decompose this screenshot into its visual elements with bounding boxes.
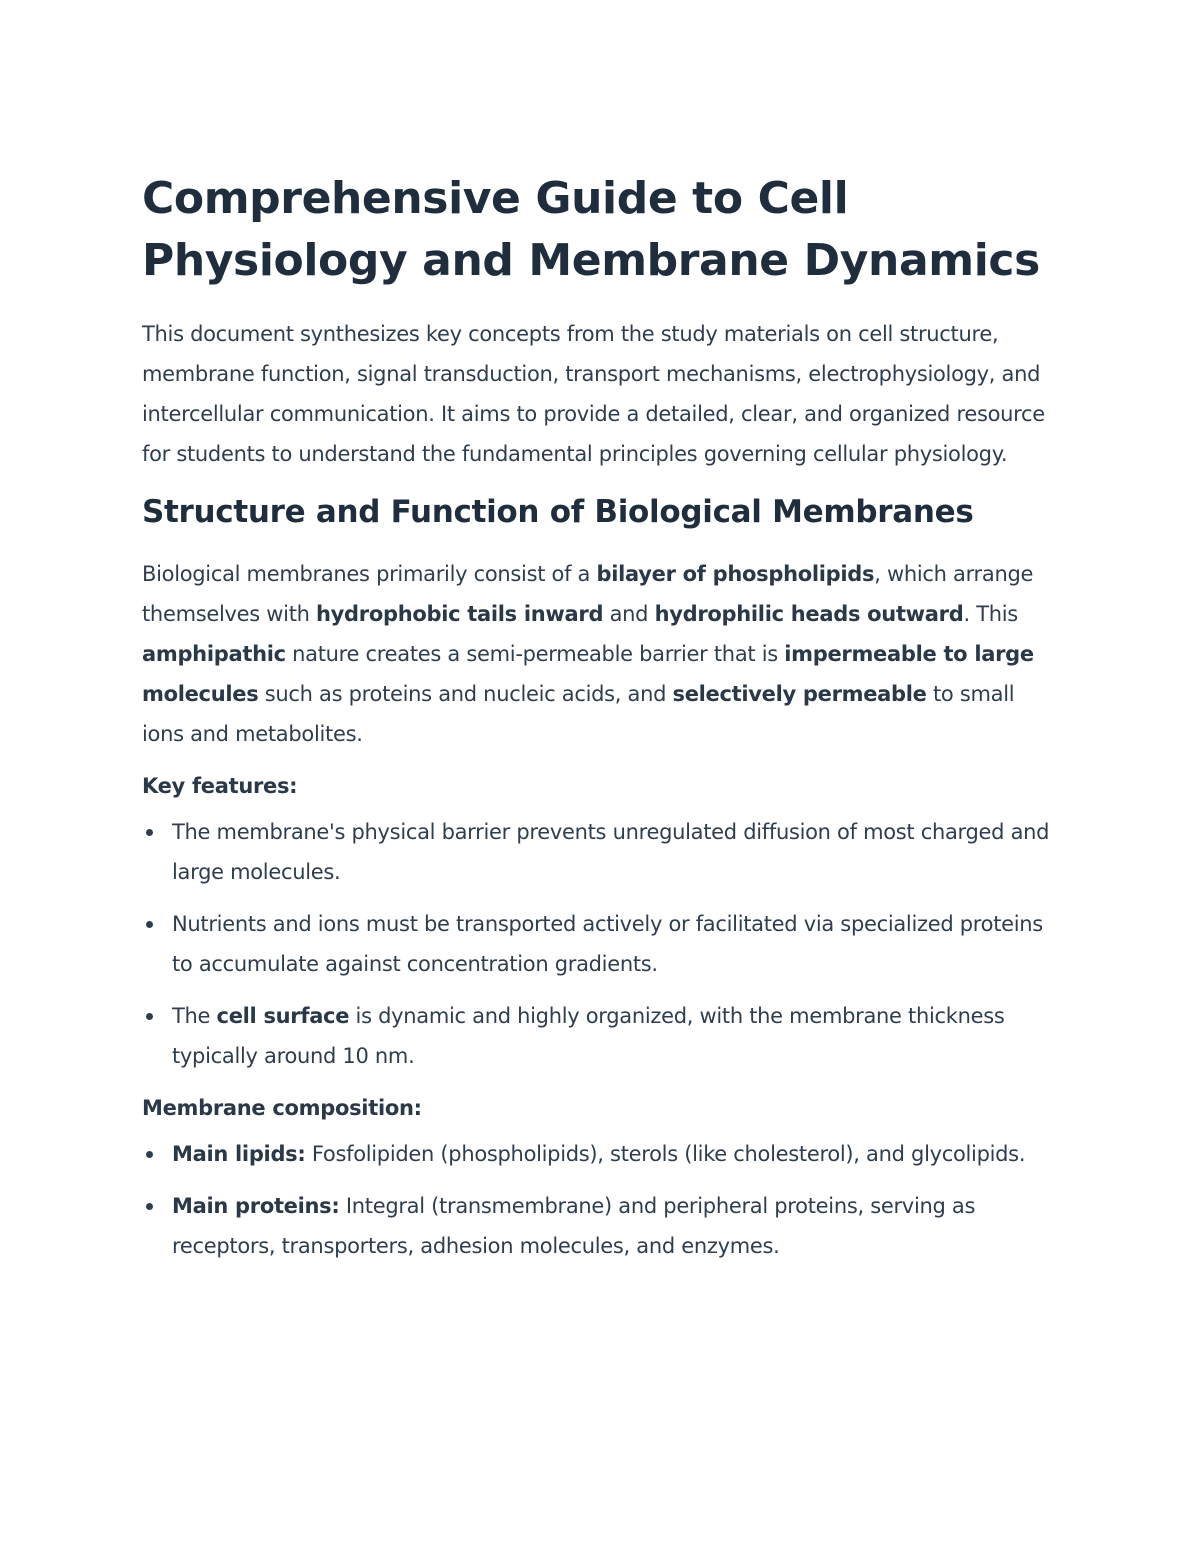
text-run: . This xyxy=(963,602,1018,626)
bold-term: cell surface xyxy=(216,1004,350,1028)
bullet-icon xyxy=(146,1151,153,1158)
list-item-text: is dynamic and highly organized, with the membrane thickness typically around 10 nm. xyxy=(172,1004,1005,1068)
text-run: and xyxy=(603,602,655,626)
composition-label: Membrane composition: xyxy=(142,1096,422,1120)
bold-term: hydrophilic heads outward xyxy=(654,602,964,626)
list-item-label: Main proteins: xyxy=(172,1194,340,1218)
list-item xyxy=(142,1134,1062,1174)
text-run: such as proteins and nucleic acids, and xyxy=(258,682,673,706)
bold-term: impermeable to large molecules xyxy=(142,642,1034,706)
list-item xyxy=(142,1186,1062,1266)
section-heading: Structure and Function of Biological Membranes xyxy=(142,494,974,530)
bold-term: selectively permeable xyxy=(672,682,927,706)
bold-term: bilayer of phospholipids xyxy=(596,562,875,586)
bullet-icon xyxy=(146,829,153,836)
text-run: , which arrange themselves with xyxy=(142,562,1034,626)
document-page xyxy=(142,168,1062,1278)
bold-term: hydrophobic tails inward xyxy=(316,602,604,626)
bullet-icon xyxy=(146,1203,153,1210)
intro-paragraph: This document synthesizes key concepts from the study materials on cell structure, membrane function, signal transduction, transport mechanisms, electrophysiology, and intercellular communication. It aims to provide a detailed, clear, and organized resource for students to understand the fundamental principles governing cellular physiology. xyxy=(142,322,1045,466)
list-item-text: Nutrients and ions must be transported actively or facilitated via specialized proteins to accumulate against concentration gradients. xyxy=(172,912,1043,976)
list-item xyxy=(142,904,1062,984)
list-item-text: Integral (transmembrane) and peripheral proteins, serving as receptors, transporters, adhesion molecules, and enzymes. xyxy=(172,1194,976,1258)
list-item xyxy=(142,812,1062,892)
membrane-paragraph xyxy=(142,554,1062,754)
list-item-text: Fosfolipiden (phospholipids), sterols (like cholesterol), and glycolipids. xyxy=(305,1142,1026,1166)
text-run: Biological membranes primarily consist of a xyxy=(142,562,597,586)
key-features-label: Key features: xyxy=(142,774,298,798)
list-item-label: Main lipids: xyxy=(172,1142,306,1166)
text-run: to small ions and metabolites. xyxy=(142,682,1015,746)
list-item-text: The xyxy=(172,1004,217,1028)
bullet-icon xyxy=(146,1013,153,1020)
bold-term: amphipathic xyxy=(142,642,286,666)
text-run: nature creates a semi-permeable barrier that is xyxy=(285,642,785,666)
list-item-text: The membrane's physical barrier prevents unregulated diffusion of most charged and large molecules. xyxy=(172,820,1050,884)
document-title: Comprehensive Guide to Cell Physiology and Membrane Dynamics xyxy=(142,173,1040,286)
key-features-list xyxy=(142,812,1062,1076)
bullet-icon xyxy=(146,921,153,928)
list-item xyxy=(142,996,1062,1076)
composition-list xyxy=(142,1134,1062,1266)
